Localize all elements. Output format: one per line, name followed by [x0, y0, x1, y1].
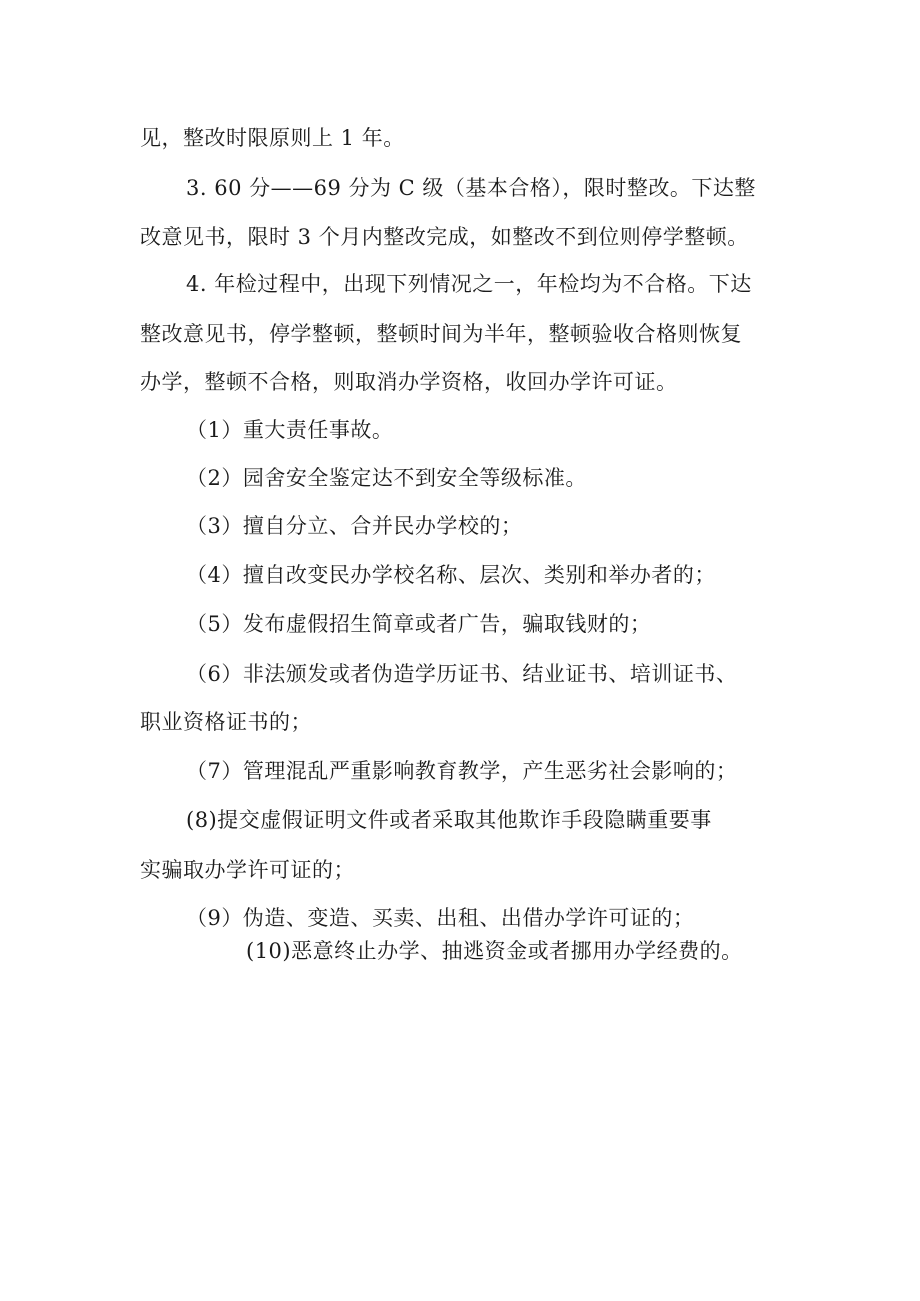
para3-line2: 整改意见书，停学整顿，整顿时间为半年，整顿验收合格则恢复: [140, 322, 742, 346]
list-item-9: （9）伪造、变造、买卖、出租、出借办学许可证的；: [186, 906, 695, 930]
para2-line1: 3. 60 分——69 分为 C 级（基本合格），限时整改。下达整: [186, 176, 756, 200]
list-item-4: （4）擅自改变民办学校名称、层次、类别和举办者的；: [186, 563, 716, 587]
list-item-8-line2: 实骗取办学许可证的；: [140, 858, 355, 882]
list-item-6-line2: 职业资格证书的；: [140, 710, 312, 734]
list-item-5: （5）发布虚假招生简章或者广告，骗取钱财的；: [186, 612, 652, 636]
list-item-7: （7）管理混乱严重影响教育教学，产生恶劣社会影响的；: [186, 759, 738, 783]
para2-line2: 改意见书，限时 3 个月内整改完成，如整改不到位则停学整顿。: [140, 225, 749, 249]
para3-line1: 4. 年检过程中，出现下列情况之一，年检均为不合格。下达: [186, 272, 752, 296]
list-item-8-line1: (8)提交虚假证明文件或者采取其他欺诈手段隐瞒重要事: [186, 808, 712, 832]
para3-line3: 办学，整顿不合格，则取消办学资格，收回办学许可证。: [140, 370, 678, 394]
list-item-6-line1: （6）非法颁发或者伪造学历证书、结业证书、培训证书、: [186, 662, 738, 686]
list-item-10: (10)恶意终止办学、抽逃资金或者挪用办学经费的。: [246, 939, 743, 963]
list-item-2: （2）园舍安全鉴定达不到安全等级标准。: [186, 466, 587, 490]
list-item-1: （1）重大责任事故。: [186, 418, 394, 442]
list-item-3: （3）擅自分立、合并民办学校的；: [186, 514, 523, 538]
para1-line1: 见，整改时限原则上 1 年。: [140, 126, 405, 150]
